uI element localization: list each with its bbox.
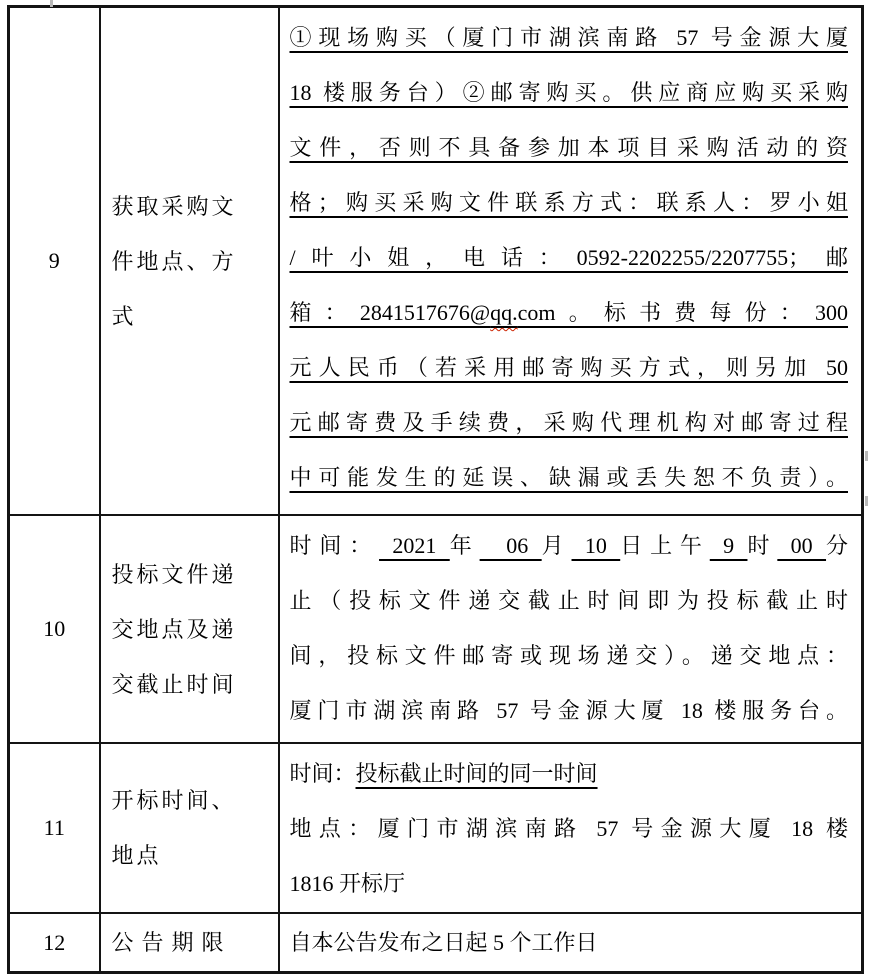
row-label-line: 获取采购文 bbox=[111, 193, 237, 219]
minute-unit: 分 bbox=[826, 533, 849, 558]
content-line-email bbox=[290, 285, 849, 340]
row-label-line: 投标文件递 bbox=[111, 561, 237, 587]
time-prefix: 时间： bbox=[289, 761, 356, 786]
row-label-line: 开标时间、 bbox=[111, 788, 237, 813]
time-prefix: 时间： bbox=[289, 533, 380, 558]
row-label-line: 式 bbox=[111, 303, 137, 329]
row-label-line: 交地点及递 bbox=[111, 616, 237, 642]
row-10-number: 10 bbox=[9, 515, 100, 743]
row-12-content bbox=[279, 913, 863, 973]
table-row-12 bbox=[9, 913, 863, 973]
content-line: 地点：厦门市湖滨南路 57 号金源大厦 18 楼 bbox=[289, 816, 848, 841]
hour-blank: 9 bbox=[709, 533, 748, 558]
month-unit: 月 bbox=[541, 533, 572, 558]
content-line-open-time bbox=[290, 746, 849, 801]
table-row-11 bbox=[9, 743, 863, 913]
row-12-label bbox=[100, 913, 279, 973]
content-line: /叶小姐，电话：0592-2202255/2207755；邮 bbox=[289, 245, 848, 270]
content-line-deadline bbox=[290, 518, 849, 573]
row-9-content bbox=[279, 7, 863, 516]
content-line: 中可能发生的延误、缺漏或丢失恕不负责）。 bbox=[289, 465, 848, 490]
row-label-line: 公告期限 bbox=[111, 930, 232, 955]
row-11-content bbox=[279, 743, 863, 913]
row-10-content bbox=[279, 515, 863, 743]
content-line: 格；购买采购文件联系方式：联系人：罗小姐 bbox=[289, 190, 848, 215]
content-line: 自本公告发布之日起 5 个工作日 bbox=[289, 929, 598, 955]
row-9-number: 9 bbox=[9, 7, 100, 516]
table-row-10 bbox=[9, 515, 863, 743]
content-line: 间，投标文件邮寄或现场递交）。递交地点： bbox=[289, 643, 848, 668]
screen-artifact-tick bbox=[865, 496, 868, 506]
content-line: 文件，否则不具备参加本项目采购活动的资 bbox=[289, 135, 848, 160]
day-blank: 10 bbox=[571, 533, 621, 558]
row-label-line: 地点 bbox=[111, 843, 162, 868]
content-line: 厦门市湖滨南路 57 号金源大厦 18 楼服务台。 bbox=[289, 698, 848, 723]
row-11-number: 11 bbox=[9, 743, 100, 913]
email-prefix: 箱：2841517676@ bbox=[289, 300, 491, 325]
year-unit: 年 bbox=[449, 533, 480, 558]
row-11-label bbox=[100, 743, 279, 913]
row-9-label bbox=[100, 7, 279, 516]
row-label-line: 交截止时间 bbox=[111, 671, 237, 697]
month-blank: 06 bbox=[479, 533, 542, 558]
content-line: 元邮寄费及手续费，采购代理机构对邮寄过程 bbox=[289, 410, 848, 435]
open-time-value: 投标截止时间的同一时间 bbox=[355, 761, 598, 786]
screen-artifact-tick bbox=[865, 451, 868, 461]
content-line: ①现场购买（厦门市湖滨南路 57 号金源大厦 bbox=[289, 25, 848, 50]
day-unit: 日上午 bbox=[620, 533, 710, 558]
row-10-label bbox=[100, 515, 279, 743]
table-row-9 bbox=[9, 7, 863, 516]
email-suffix: com。标书费每份：300 bbox=[517, 300, 848, 325]
screen-artifact-tick bbox=[50, 0, 53, 7]
content-line: 止（投标文件递交截止时间即为投标截止时 bbox=[289, 588, 848, 613]
row-12-number: 12 bbox=[9, 913, 100, 973]
content-line: 1816 开标厅 bbox=[289, 871, 406, 896]
minute-blank: 00 bbox=[777, 533, 827, 558]
procurement-notice-table bbox=[7, 5, 864, 974]
row-label-line: 件地点、方 bbox=[111, 248, 237, 274]
content-line: 18 楼服务台）②邮寄购买。供应商应购买采购 bbox=[289, 80, 848, 105]
year-blank: 2021 bbox=[379, 533, 450, 558]
spellcheck-flagged-text: qq. bbox=[490, 300, 518, 325]
content-line: 元人民币（若采用邮寄购买方式，则另加 50 bbox=[289, 355, 848, 380]
hour-unit: 时 bbox=[747, 533, 778, 558]
